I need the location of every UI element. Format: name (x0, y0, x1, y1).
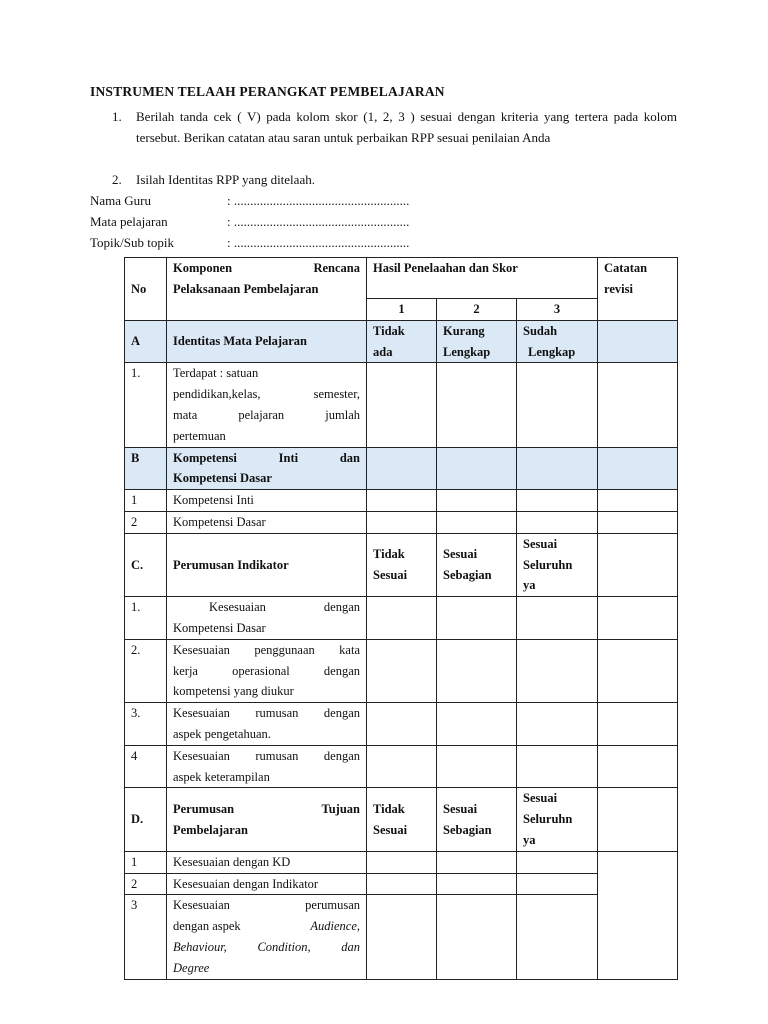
table-row (125, 639, 678, 702)
item-number: 4 (125, 745, 167, 788)
section-c-row (125, 533, 678, 596)
identity-label: Topik/Sub topik (90, 235, 174, 250)
section-title: Identitas Mata Pelajaran (167, 320, 367, 363)
score-cell-3[interactable] (517, 873, 598, 895)
score-cell-3[interactable] (517, 490, 598, 512)
review-table (124, 257, 678, 980)
score-cell-1[interactable] (367, 895, 437, 979)
section-code: B (125, 447, 167, 490)
identity-value-field[interactable]: : ...................................................... (227, 214, 410, 229)
section-b-row (125, 447, 678, 490)
header-hasil: Hasil Penelaahan dan Skor (367, 258, 598, 299)
header-catatan-line1: Catatan (604, 261, 648, 275)
score-cell-2[interactable] (437, 873, 517, 895)
item-number: 2. (125, 639, 167, 702)
score-cell-3[interactable] (517, 363, 598, 447)
item-description: Terdapat : satuan pendidikan,kelas, semester, mata pelajaran jumlah pertemuan (167, 363, 367, 447)
score-cell-3[interactable] (517, 895, 598, 979)
table-row (125, 363, 678, 447)
table-row (125, 745, 678, 788)
catatan-cell[interactable] (598, 447, 678, 490)
item-number: 3. (125, 703, 167, 746)
option-kurang-lengkap: Kurang Lengkap (437, 320, 517, 363)
option-sesuai-seluruhnya: Sesuai Seluruhn ya (517, 788, 598, 851)
item-number: 1 (125, 490, 167, 512)
option-sudah-lengkap: Sudah Lengkap (517, 320, 598, 363)
item-description: Kesesuaian rumusan dengan aspek keterampilan (167, 745, 367, 788)
catatan-cell[interactable] (598, 597, 678, 640)
option-tidak-ada: Tidak ada (367, 320, 437, 363)
score-cell-1[interactable] (367, 639, 437, 702)
score-cell-1[interactable] (367, 363, 437, 447)
item-number: 2 (125, 873, 167, 895)
catatan-cell[interactable] (598, 745, 678, 788)
score-cell-3[interactable] (517, 703, 598, 746)
item-description: Kesesuaian penggunaan kata kerja operasional dengan kompetensi yang diukur (167, 639, 367, 702)
item-description: Kompetensi Inti (167, 490, 367, 512)
score-cell-2[interactable] (437, 447, 517, 490)
catatan-cell[interactable] (598, 639, 678, 702)
item-number: 1 (125, 851, 167, 873)
identity-row-mata-pelajaran (90, 212, 409, 232)
score-cell-2[interactable] (437, 639, 517, 702)
score-cell-1[interactable] (367, 490, 437, 512)
score-cell-3[interactable] (517, 639, 598, 702)
score-cell-2[interactable] (437, 703, 517, 746)
score-cell-2[interactable] (437, 490, 517, 512)
header-komponen (167, 258, 367, 321)
option-sesuai-sebagian: Sesuai Sebagian (437, 788, 517, 851)
section-d-row (125, 788, 678, 851)
section-title: Perumusan Indikator (167, 533, 367, 596)
section-code: C. (125, 533, 167, 596)
score-cell-2[interactable] (437, 851, 517, 873)
table-row (125, 851, 678, 873)
document-title: INSTRUMEN TELAAH PERANGKAT PEMBELAJARAN (90, 84, 445, 99)
item-description: Kesesuaian rumusan dengan aspek pengetahuan. (167, 703, 367, 746)
catatan-cell[interactable] (598, 788, 678, 851)
identity-value-field[interactable]: : ...................................................... (227, 235, 410, 250)
instruction-item-2 (112, 169, 677, 190)
table-row (125, 511, 678, 533)
table-row (125, 490, 678, 512)
item-number: 2 (125, 511, 167, 533)
header-komponen-word2: Rencana (313, 261, 360, 275)
table-row (125, 895, 678, 979)
header-score-3: 3 (517, 299, 598, 321)
score-cell-2[interactable] (437, 745, 517, 788)
instruction-text: Isilah Identitas RPP yang ditelaah. (136, 172, 315, 187)
score-cell-1[interactable] (367, 745, 437, 788)
catatan-cell[interactable] (598, 320, 678, 363)
score-cell-1[interactable] (367, 703, 437, 746)
item-description: Kesesuaian perumusan dengan aspek Audience, Behaviour, Condition, dan Degree (167, 895, 367, 979)
catatan-cell[interactable] (598, 511, 678, 533)
header-catatan-line2: revisi (604, 281, 633, 296)
section-code: A (125, 320, 167, 363)
option-sesuai-sebagian: Sesuai Sebagian (437, 533, 517, 596)
section-a-row (125, 320, 678, 363)
score-cell-1[interactable] (367, 851, 437, 873)
header-score-2: 2 (437, 299, 517, 321)
item-number: 1. (125, 363, 167, 447)
identity-label: Mata pelajaran (90, 214, 168, 229)
score-cell-2[interactable] (437, 895, 517, 979)
table-row (125, 597, 678, 640)
catatan-cell[interactable] (598, 490, 678, 512)
catatan-cell[interactable] (598, 851, 678, 979)
score-cell-1[interactable] (367, 597, 437, 640)
score-cell-1[interactable] (367, 873, 437, 895)
score-cell-3[interactable] (517, 597, 598, 640)
score-cell-2[interactable] (437, 597, 517, 640)
identity-row-nama-guru (90, 191, 409, 211)
instruction-text: Berilah tanda cek ( V) pada kolom skor (1, 2, 3 ) sesuai dengan kriteria yang tertera pada kolom tersebut. Berikan catatan atau saran untuk perbaikan RPP sesuai penilaian Anda (136, 109, 677, 145)
item-description: Kesesuaian dengan KD (167, 851, 367, 873)
option-sesuai-seluruhnya: Sesuai Seluruhn ya (517, 533, 598, 596)
section-title: Kompetensi Inti dan Kompetensi Dasar (167, 447, 367, 490)
score-cell-1[interactable] (367, 447, 437, 490)
item-description: Kesesuaian dengan Kompetensi Dasar (167, 597, 367, 640)
table-row (125, 703, 678, 746)
score-cell-3[interactable] (517, 511, 598, 533)
item-description: Kompetensi Dasar (167, 511, 367, 533)
score-cell-3[interactable] (517, 745, 598, 788)
header-score-1: 1 (367, 299, 437, 321)
score-cell-1[interactable] (367, 511, 437, 533)
table-row (125, 873, 678, 895)
identity-label: Nama Guru (90, 193, 152, 208)
catatan-cell[interactable] (598, 363, 678, 447)
identity-row-topik (90, 233, 409, 253)
score-cell-3[interactable] (517, 851, 598, 873)
instruction-number: 1. (112, 109, 122, 124)
catatan-cell[interactable] (598, 703, 678, 746)
score-cell-3[interactable] (517, 447, 598, 490)
header-no: No (125, 258, 167, 321)
section-title: Perumusan Tujuan Pembelajaran (167, 788, 367, 851)
score-cell-2[interactable] (437, 363, 517, 447)
instruction-item-1 (112, 106, 677, 148)
table-header-row (125, 258, 678, 299)
header-komponen-word1: Komponen (173, 261, 233, 275)
item-number: 1. (125, 597, 167, 640)
option-tidak-sesuai: Tidak Sesuai (367, 533, 437, 596)
section-code: D. (125, 788, 167, 851)
option-tidak-sesuai: Tidak Sesuai (367, 788, 437, 851)
score-cell-2[interactable] (437, 511, 517, 533)
identity-value-field[interactable]: : ...................................................... (227, 193, 410, 208)
instruction-number: 2. (112, 172, 122, 187)
header-komponen-line2: Pelaksanaan Pembelajaran (173, 281, 319, 296)
header-catatan (598, 258, 678, 321)
item-number: 3 (125, 895, 167, 979)
item-description: Kesesuaian dengan Indikator (167, 873, 367, 895)
catatan-cell[interactable] (598, 533, 678, 596)
